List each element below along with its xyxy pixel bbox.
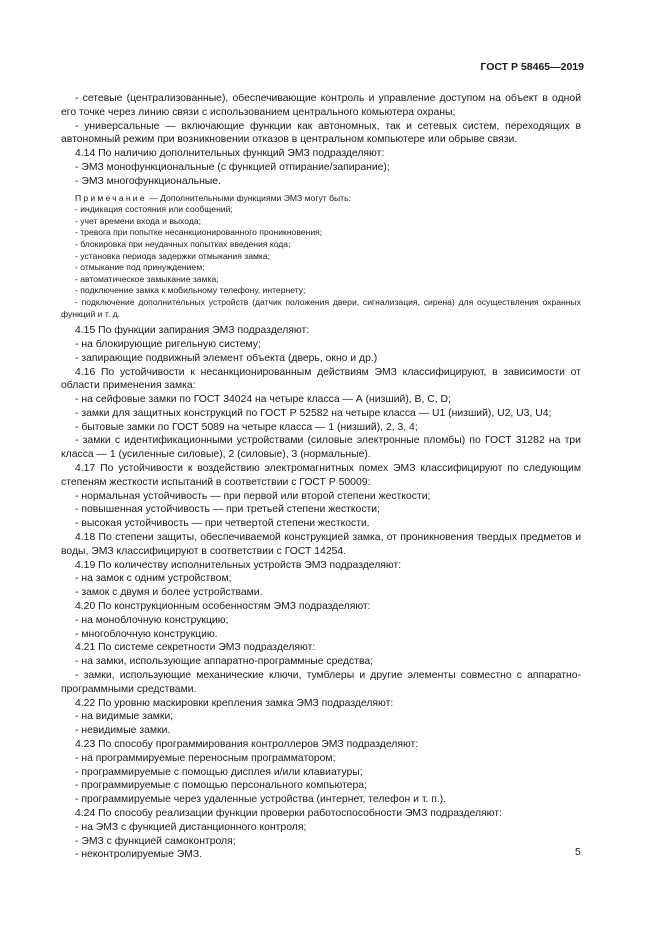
note-item: - тревога при попытке несанкционированного проникновения; [75, 227, 323, 238]
paragraph: 4.24 По способу реализации функции проверки работоспособности ЭМЗ подразделяют: [75, 808, 502, 819]
paragraph: 4.21 По системе секретности ЭМЗ подразделяют: [75, 642, 316, 654]
paragraph: - нормальная устойчивость — при первой или второй степени жесткости; [75, 490, 431, 502]
note-item: - подключение замка к мобильному телефону, интернету; [75, 285, 306, 296]
paragraph: 4.15 По функции запирания ЭМЗ подразделяют: [75, 325, 310, 337]
paragraph: - программируемые через удаленные устройства (интернет, телефон и т. п.). [75, 794, 447, 806]
note-item: - автоматическое замыкание замка; [75, 273, 219, 284]
note-heading [61, 193, 581, 205]
page-number: 5 [575, 846, 581, 858]
paragraph: 4.18 По степени защиты, обеспечиваемой конструкцией замка, от проникновения твердых предметов и воды, ЭМЗ классифицируют в соответствии с ГОСТ 14254. [61, 532, 581, 557]
paragraph: - ЭМЗ монофункциональные (с функцией отпирание/запирание); [75, 161, 390, 173]
paragraph: - замок с двумя и более устройствами. [75, 587, 263, 599]
paragraph: 4.20 По конструкционным особенностям ЭМЗ подразделяют: [75, 601, 371, 613]
paragraph: - невидимые замки. [75, 725, 171, 737]
paragraph: - на видимые замки; [75, 711, 174, 723]
paragraph: - неконтролируемые ЭМЗ. [75, 849, 203, 861]
note-label: Примечание [75, 192, 147, 203]
note-item: - индикация состояния или сообщений; [75, 204, 233, 215]
paragraph: 4.22 По уровню маскировки крепления замка ЭМЗ подразделяют: [75, 697, 394, 709]
paragraph: 4.14 По наличию дополнительных функций ЭМЗ подразделяют: [75, 148, 385, 160]
paragraph: - на блокирующие ригельную систему; [75, 338, 261, 350]
note-item: - установка периода задержки отмыкания замка; [75, 250, 271, 261]
paragraph: - на замки, использующие аппаратно-программные средства; [75, 656, 374, 668]
paragraph: - на программируемые переносным программатором; [75, 752, 336, 764]
paragraph: - замки, использующие механические ключи, тумблеры и другие элементы совместно с аппаратно-программными средствами. [61, 670, 581, 695]
paragraph: - ЭМЗ с функцией самоконтроля; [75, 835, 236, 847]
list-block-1 [61, 92, 581, 189]
paragraph: - программируемые с помощью персонального компьютера; [75, 780, 367, 792]
paragraph: - на моноблочную конструкцию; [75, 614, 229, 626]
paragraph: - программируемые с помощью дисплея и/или клавиатуры; [75, 766, 363, 778]
standard-header: ГОСТ Р 58465—2019 [480, 61, 584, 73]
note-block [61, 193, 581, 321]
paragraph: 4.17 По устойчивости к воздействию электромагнитных помех ЭМЗ классифицируют по следующим степеням жесткости испытаний в соответствии с ГОСТ Р 50009: [61, 463, 581, 488]
paragraph: - ЭМЗ многофункциональные. [75, 175, 221, 187]
note-item: - блокировка при неудачных попытках введения кода; [75, 238, 291, 249]
paragraph: - замки для защитных конструкций по ГОСТ Р 52582 на четыре класса — U1 (низший), U2, U3, U4; [75, 407, 552, 419]
paragraph: - повышенная устойчивость — при третьей степени жесткости; [75, 504, 380, 516]
paragraph: 4.16 По устойчивости к несанкционированным действиям ЭМЗ классифицируют, в зависимости от области применения замка: [61, 366, 581, 392]
paragraph: - высокая устойчивость — при четвертой степени жесткости. [75, 518, 370, 530]
note-item: - отмыкание под принуждением; [75, 262, 205, 273]
paragraph: - на замок с одним устройством; [75, 573, 232, 585]
paragraph: 4.23 По способу программирования контроллеров ЭМЗ подразделяют: [75, 739, 419, 751]
paragraph: - многоблочную конструкцию. [75, 628, 218, 640]
paragraph: - на сейфовые замки по ГОСТ 34024 на четыре класса — А (низший), В, С, D; [75, 394, 451, 406]
paragraph: - запирающие подвижный элемент объекта (дверь, окно и др.) [75, 352, 378, 364]
paragraph: 4.19 По количеству исполнительных устройств ЭМЗ подразделяют: [75, 559, 402, 571]
paragraph: - на ЭМЗ с функцией дистанционного контроля; [75, 821, 307, 833]
note-item: - подключение дополнительных устройств (датчик положения двери, сигнализация, сирена) для осуществления охранных функций и т. д. [61, 296, 581, 319]
paragraph: - замки с идентификационными устройствами (силовые электронные пломбы) по ГОСТ 31282 на три класса — 1 (усиленные силовые), 2 (силовые), 3 (нормальные). [61, 435, 581, 461]
paragraph: - бытовые замки по ГОСТ 5089 на четыре класса — 1 (низший), 2, 3, 4; [75, 421, 418, 433]
list-block-2 [61, 324, 581, 862]
page-content [61, 92, 581, 862]
note-intro: — Дополнительными функциями ЭМЗ могут быть: [146, 192, 351, 203]
paragraph: - универсальные — включающие функции как автономных, так и сетевых систем, переходящих в автономный режим при возникновении отказов в центральном компьютере или обрыве связи. [61, 120, 581, 146]
note-item: - учет времени входа и выхода; [75, 215, 202, 226]
paragraph: - сетевые (централизованные), обеспечивающие контроль и управление доступом на объект в одной его точке через линию связи с использованием центрального комьютера охраны; [61, 93, 581, 118]
